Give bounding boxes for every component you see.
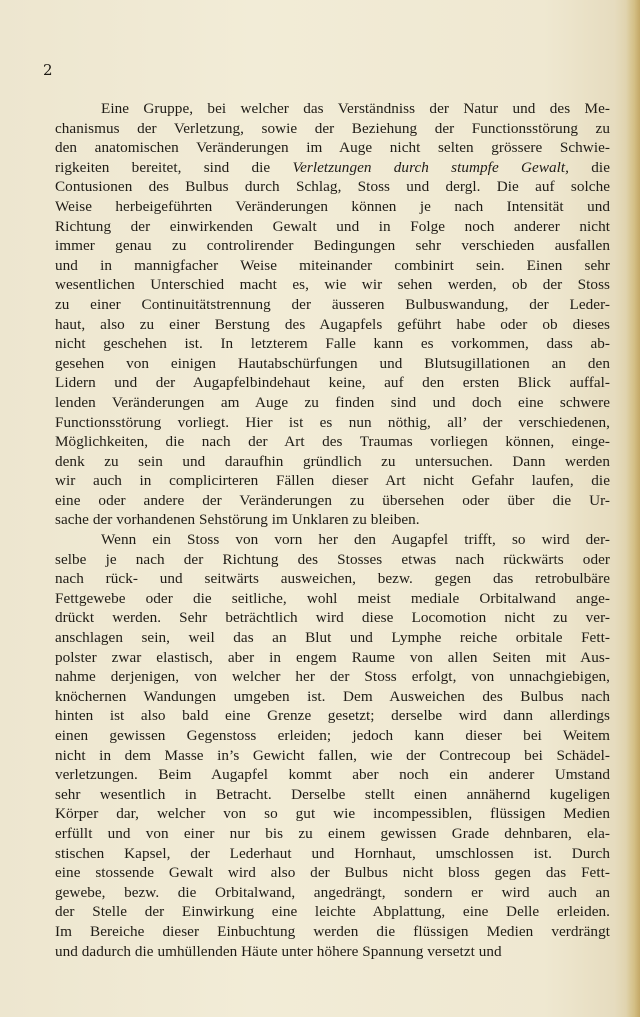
- text-line: chanismus der Verletzung, sowie der Beziehung der Functionsstörung zu: [55, 119, 610, 137]
- text-line: den anatomischen Veränderungen im Auge nicht selten grössere Schwie-: [55, 139, 610, 157]
- text-line: lenden Veränderungen am Auge zu finden sind und doch eine schwere: [55, 393, 610, 411]
- text-run: die: [569, 158, 610, 176]
- text-line: eine stossende Gewalt wird also der Bulbus nicht bloss gegen das Fett-: [55, 864, 610, 882]
- emphasized-text: Verletzungen durch stumpfe Gewalt,: [292, 158, 570, 176]
- text-line: einen gewissen Gegenstoss erleiden; jedoch kann dieser bei Weitem: [55, 727, 610, 744]
- text-line: nahme derjenigen, von welcher her der Stoss erfolgt, von unnachgiebigen,: [55, 668, 610, 686]
- text-line: nicht in dem Masse in’s Gewicht fallen, wie der Contrecoup bei Schädel-: [55, 746, 610, 764]
- text-line: Weise herbeigeführten Veränderungen können je nach Intensität und: [55, 197, 610, 215]
- text-line: nach rück- und seitwärts ausweichen, bezw. gegen das retrobulbäre: [55, 570, 610, 588]
- text-line: drückt werden. Sehr beträchtlich wird diese Locomotion nicht zu ver-: [55, 609, 610, 627]
- text-line: gesehen von einigen Hautabschürfungen und Blutsugillationen an den: [55, 354, 610, 372]
- text-line: erfüllt und von einer nur bis zu einem gewissen Grade dehnbaren, ela-: [55, 824, 610, 842]
- text-line: hinten ist also bald eine Grenze gesetzt; derselbe wird dann allerdings: [55, 707, 610, 725]
- text-line: Möglichkeiten, die nach der Art des Traumas vorliegen können, einge-: [55, 433, 610, 451]
- text-line: gewebe, bezw. die Orbitalwand, angedrängt, sondern er wird auch an: [55, 883, 610, 901]
- text-line: sehr wesentlich in Betracht. Derselbe stellt einen annähernd kugeligen: [55, 785, 610, 803]
- text-line: Functionsstörung vorliegt. Hier ist es nun nöthig, all’ der verschiedenen,: [55, 413, 610, 431]
- text-line: wesentlichen Unterschied macht es, wie wir sehen werden, ob der Stoss: [55, 276, 610, 294]
- text-line: polster zwar elastisch, aber in engem Raume von allen Seiten mit Aus-: [55, 648, 610, 666]
- text-line: denk zu sein und daraufhin gründlich zu untersuchen. Dann werden: [55, 452, 610, 470]
- text-line: der Stelle der Einwirkung eine leichte Abplattung, eine Delle erleiden.: [55, 903, 610, 921]
- text-line: verletzungen. Beim Augapfel kommt aber noch ein anderer Umstand: [55, 766, 610, 784]
- text-line: Richtung der einwirkenden Gewalt und in Folge noch anderer nicht: [55, 217, 610, 235]
- text-line: eine oder andere der Veränderungen zu übersehen oder über die Ur-: [55, 491, 610, 509]
- text-line: knöchernen Wandungen umgeben ist. Dem Ausweichen des Bulbus nach: [55, 687, 610, 705]
- text-line: Contusionen des Bulbus durch Schlag, Stoss und dergl. Die auf solche: [55, 178, 610, 196]
- text-line: haut, also zu einer Berstung des Augapfels geführt habe oder ob dieses: [55, 315, 610, 333]
- text-line: immer genau zu controlirender Bedingungen sehr verschieden ausfallen: [55, 237, 610, 255]
- text-line: Eine Gruppe, bei welcher das Verständniss der Natur und des Me-: [101, 100, 610, 117]
- page-number: 2: [43, 61, 53, 79]
- body-text: [55, 99, 610, 961]
- text-line: Wenn ein Stoss von vorn her den Augapfel trifft, so wird der-: [101, 531, 610, 549]
- text-line: selbe je nach der Richtung des Stosses etwas nach rückwärts oder: [55, 550, 610, 568]
- text-line: Lidern und der Augapfelbindehaut keine, auf den ersten Blick auffal-: [55, 374, 610, 392]
- text-line: sache der vorhandenen Sehstörung im Unklaren zu bleiben.: [55, 511, 420, 529]
- text-line: Im Bereiche dieser Einbuchtung werden die flüssigen Medien verdrängt: [55, 922, 610, 940]
- text-line: Fettgewebe oder die seitliche, wohl meist mediale Orbitalwand ange-: [55, 589, 610, 607]
- text-line: zu einer Continuitätstrennung der äusseren Bulbuswandung, der Leder-: [55, 295, 610, 313]
- text-line: [55, 158, 610, 178]
- text-line: nicht geschehen ist. In letzterem Falle kann es vorkommen, dass ab-: [55, 335, 610, 353]
- page-edge-shadow: [626, 0, 640, 1017]
- text-line: Körper dar, welcher von so gut wie incompessiblen, flüssigen Medien: [55, 805, 610, 823]
- text-run: rigkeiten bereitet, sind die: [55, 158, 293, 176]
- text-line: und in mannigfacher Weise miteinander combinirt sein. Einen sehr: [55, 256, 610, 274]
- text-line: wir auch in complicirteren Fällen dieser Art nicht Gefahr laufen, die: [55, 472, 610, 490]
- paragraph: [55, 530, 610, 961]
- text-line: anschlagen sein, weil das an Blut und Lymphe reiche orbitale Fett-: [55, 629, 610, 647]
- text-line: stischen Kapsel, der Lederhaut und Hornhaut, umschlossen ist. Durch: [55, 844, 610, 862]
- text-line: und dadurch die umhüllenden Häute unter höhere Spannung versetzt und: [55, 942, 502, 960]
- paragraph: [55, 99, 610, 530]
